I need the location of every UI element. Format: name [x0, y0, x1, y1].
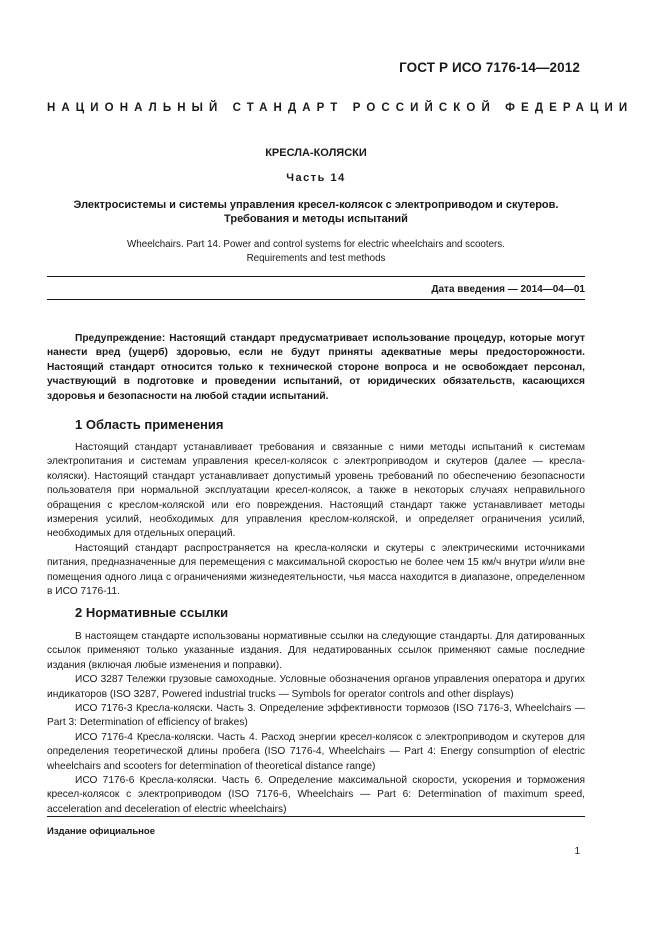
section-1-paragraph: Настоящий стандарт устанавливает требования и связанные с ними методы испытаний к системам электропитания и системам управления кресел-колясок с электроприводом и скутеров (далее — кресла-коляски). Настоящий стандарт устанавливает допустимый уровень требований по обеспечению безопасности пользователя при нормальной эксплуатации кресел-колясок, а также в некоторых случаях неправильного обращения с креслом-коляской или его повреждения. Настоящий стандарт также устанавливает методы измерения усилий, необходимых для управления креслом-коляской, и определяет ограничения усилий, необходимых для отдельных операций. [47, 442, 585, 540]
section-2-body [47, 630, 585, 817]
subtitle-en-line1: Wheelchairs. Part 14. Power and control systems for electric wheelchairs and scooters. [127, 239, 505, 250]
section-1-paragraph: Настоящий стандарт распространяется на кресла-коляски и скутеры с электрическими источниками питания, предназначенные для перемещения с максимальной скоростью не более чем 15 км/ч внутри и/или вне помещения одного лица с ограничениями жизнедеятельности, чья масса находится в диапазоне, определенном в ИСО 7176-11. [47, 542, 585, 598]
warning-paragraph [47, 332, 585, 404]
date-divider [47, 299, 585, 300]
document-part: Часть 14 [286, 172, 346, 184]
introduction-date: Дата введения — 2014—04—01 [431, 284, 585, 295]
section-1-heading: 1 Область применения [75, 417, 224, 432]
section-1-body [47, 441, 585, 599]
footer-divider [47, 816, 585, 817]
normative-reference: ИСО 3287 Тележки грузовые самоходные. Условные обозначения органов управления оператора и других индикаторов (ISO 3287, Powered industrial trucks — Symbols for operator controls and other displays) [47, 674, 585, 700]
top-divider [47, 276, 585, 277]
document-title: КРЕСЛА-КОЛЯСКИ [265, 147, 367, 159]
page-number: 1 [574, 846, 580, 857]
document-subtitle-ru: Электросистемы и системы управления кресел-колясок с электроприводом и скутеров. Требования и методы испытаний [73, 199, 559, 225]
warning-text: Предупреждение: Настоящий стандарт предусматривает использование процедур, которые могут нанести вред (ущерб) здоровью, если не будут приняты адекватные меры предосторожности. Настоящий стандарт относится только к технической стороне вопроса и не освобождает персонал, участвующий в подготовке и проведении испытаний, от юридических обязательств, касающихся здоровья и безопасности на любой стадии испытаний. [47, 333, 585, 402]
edition-note: Издание официальное [47, 826, 155, 837]
document-subtitle-en [47, 238, 585, 265]
subtitle-en-line2: Requirements and test methods [246, 252, 386, 264]
normative-reference: ИСО 7176-3 Кресла-коляски. Часть 3. Определение эффективности тормозов (ISO 7176-3, Wheelchairs — Part 3: Determination of efficiency of brakes) [47, 703, 585, 729]
normative-reference: ИСО 7176-4 Кресла-коляски. Часть 4. Расход энергии кресел-колясок с электроприводом и скутеров для определения теоретической длины пробега (ISO 7176-4, Wheelchairs — Part 4: Energy consumption of electric wheelchairs and scooters for determination of theoretical distance range) [47, 731, 585, 772]
normative-reference: ИСО 7176-6 Кресла-коляски. Часть 6. Определение максимальной скорости, ускорения и торможения кресел-колясок с электроприводом (ISO 7176-6, Wheelchairs — Part 6: Determination of maximum speed, acceleration and deceleration of electric wheelchairs) [47, 775, 585, 815]
section-2-heading: 2 Нормативные ссылки [75, 605, 229, 620]
national-standard-heading: НАЦИОНАЛЬНЫЙ СТАНДАРТ РОССИЙСКОЙ ФЕДЕРАЦИИ [47, 102, 634, 114]
section-2-paragraph: В настоящем стандарте использованы нормативные ссылки на следующие стандарты. Для датированных ссылок применяют только указанные издания. Для недатированных ссылок применяют самые последние издания (включая любые изменения и поправки). [47, 631, 585, 671]
document-id: ГОСТ Р ИСО 7176-14—2012 [399, 60, 580, 75]
